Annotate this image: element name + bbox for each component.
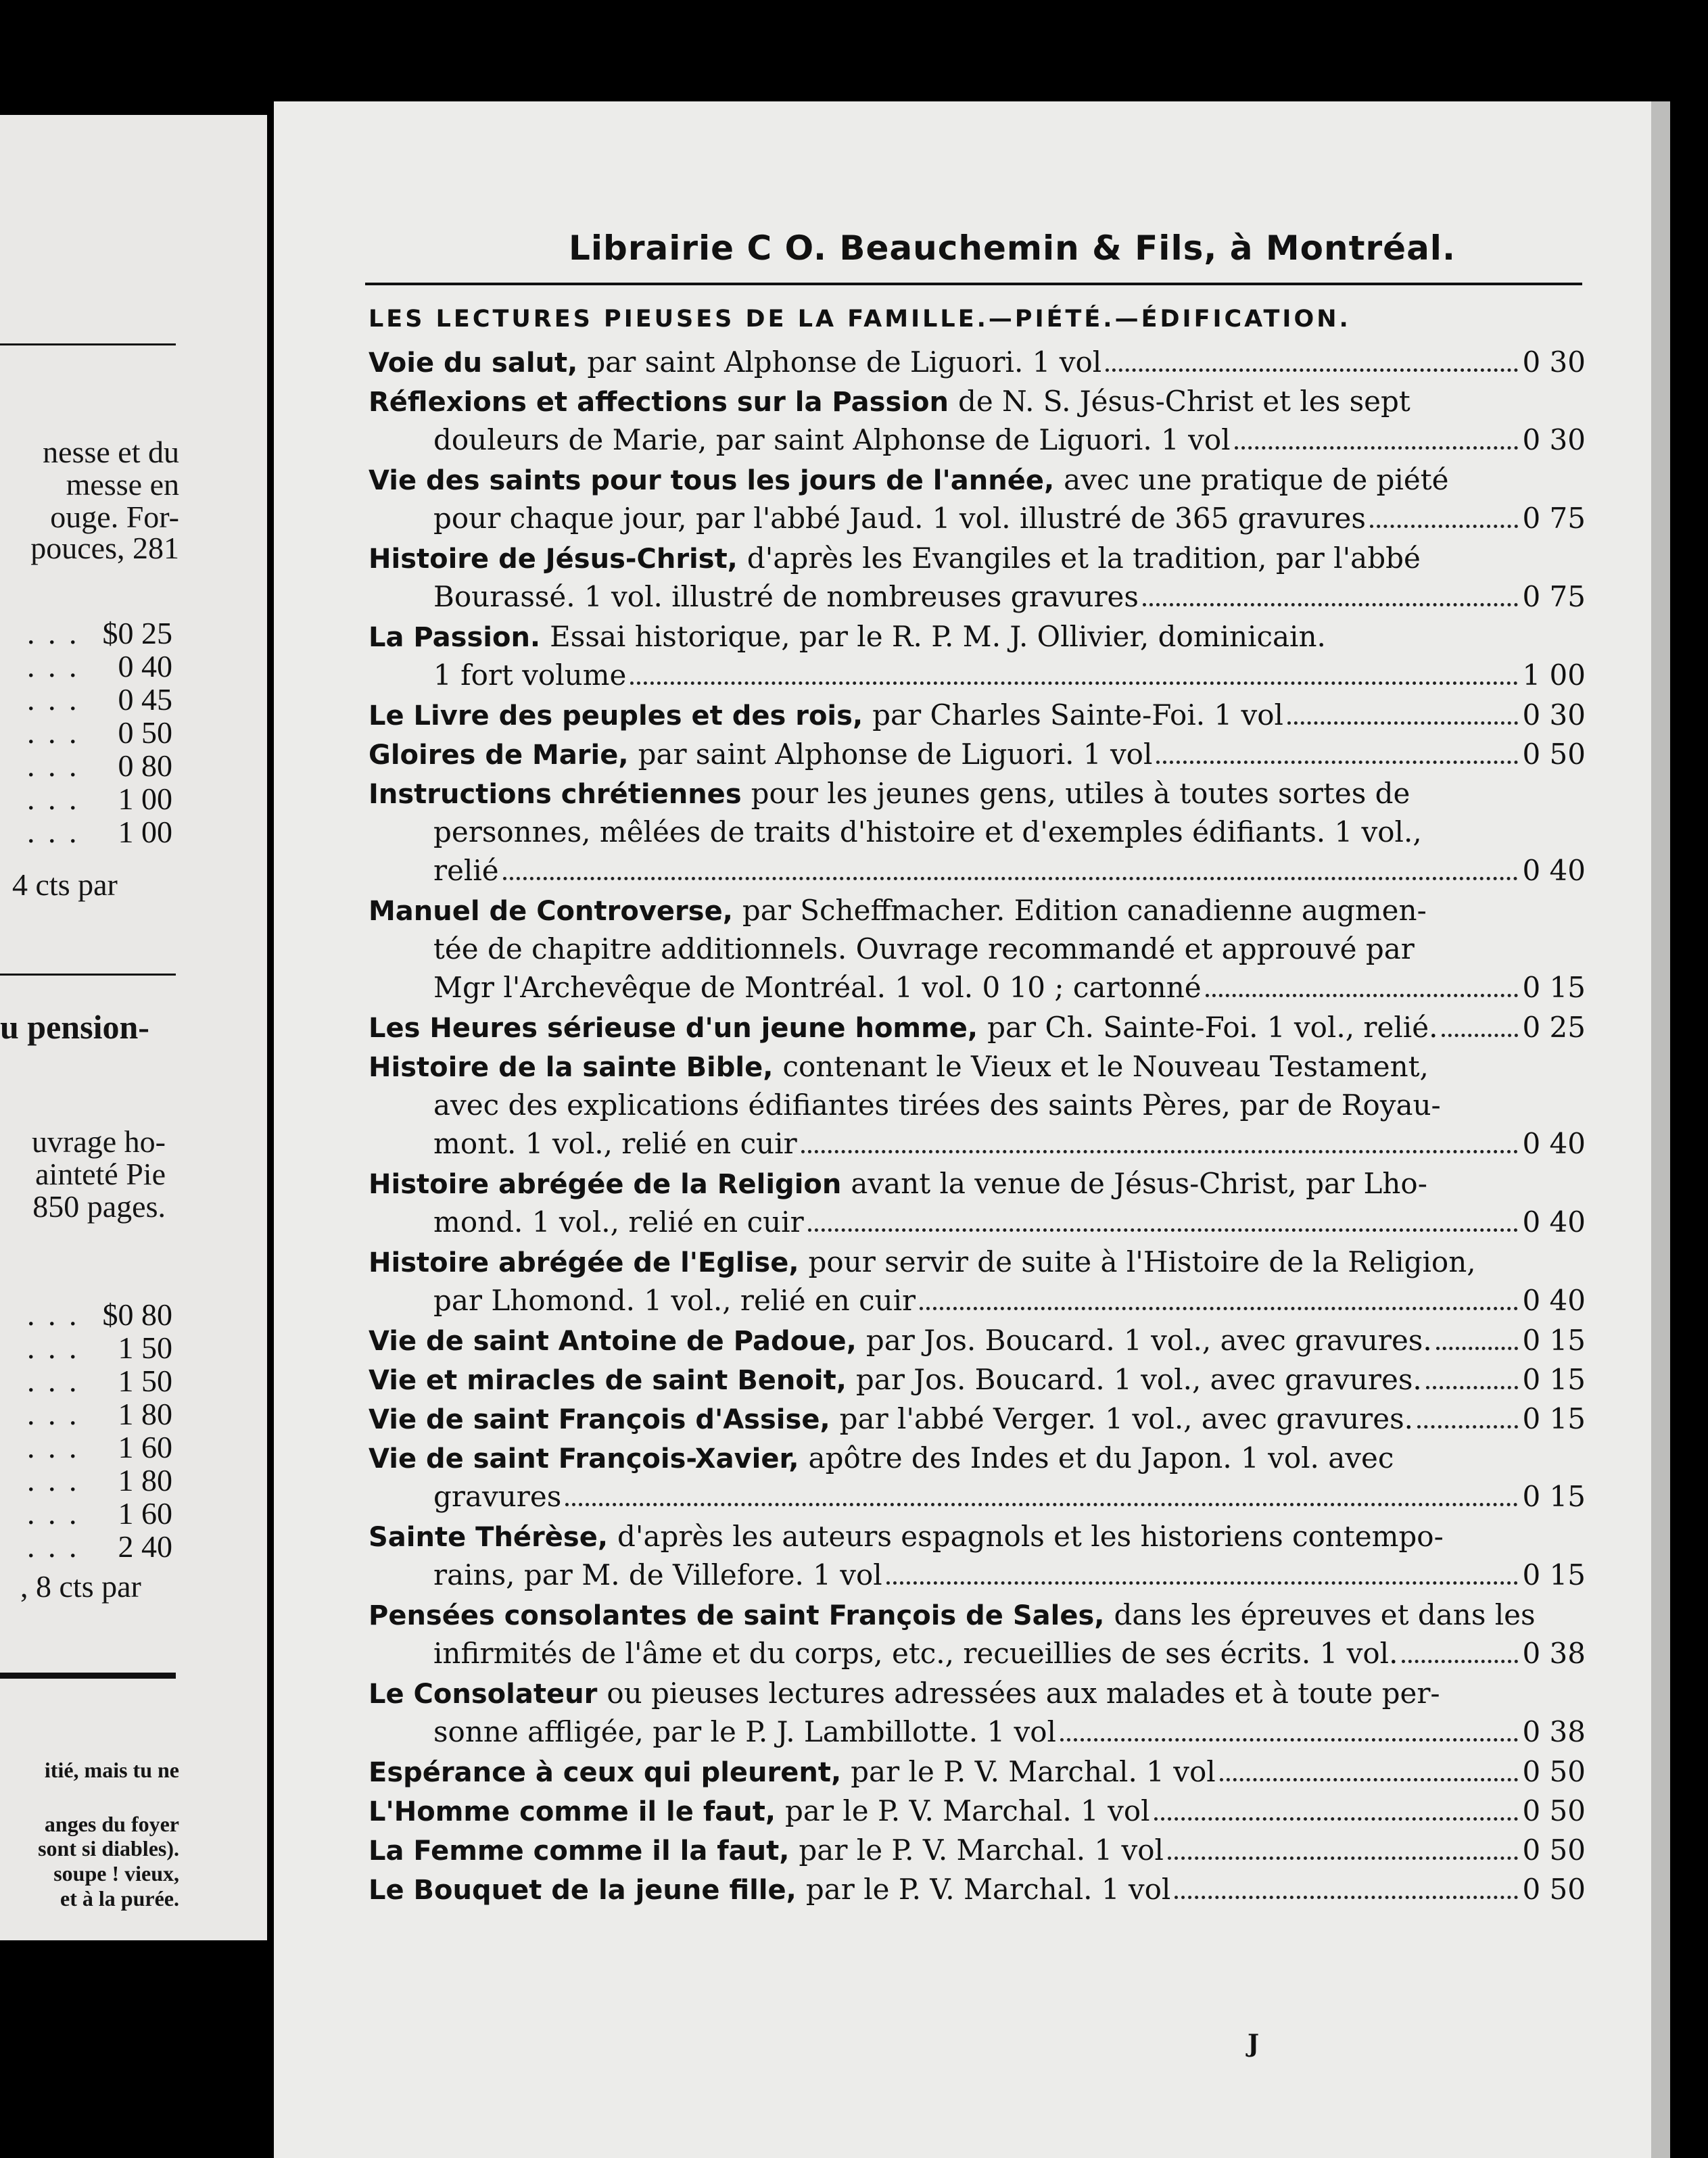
entry-price: 0 50	[1522, 1794, 1586, 1827]
catalog-entry	[369, 1047, 1586, 1163]
entry-text: avec des explications édifiantes tirées des saints Pères, par de Royau-	[433, 1088, 1441, 1122]
entry-title: Vie de saint François-Xavier,	[369, 1443, 799, 1474]
note-a: 4 cts par	[12, 867, 118, 902]
dot-leader	[1370, 525, 1519, 528]
left-price: 1 00	[118, 782, 172, 816]
entry-text: par Charles Sainte-Foi. 1 vol	[872, 698, 1283, 732]
entry-text: gravures	[433, 1480, 562, 1513]
left-price: 1 50	[118, 1330, 172, 1365]
entry-text: de N. S. Jésus-Christ et les sept	[957, 385, 1410, 418]
dot-leader	[808, 1228, 1519, 1232]
left-price: $0 25	[102, 616, 172, 650]
catalog-entry	[369, 343, 1586, 381]
catalog-entry	[369, 1674, 1586, 1751]
entry-text: par saint Alphonse de Liguori. 1 vol	[638, 738, 1153, 771]
entry-text: par Scheffmacher. Edition canadienne augmen-	[742, 894, 1427, 927]
dot-leader	[1168, 1856, 1519, 1860]
entry-price: 0 50	[1522, 738, 1586, 771]
left-line: ainteté Pie	[35, 1157, 166, 1191]
entry-text: pour les jeunes gens, utiles à toutes sortes de	[751, 777, 1410, 810]
catalog-entry	[369, 1596, 1586, 1673]
entry-title: La Femme comme il la faut,	[369, 1836, 790, 1867]
catalog-entry	[369, 1752, 1586, 1791]
catalog-entry	[369, 1360, 1586, 1399]
entry-text: par Lhomond. 1 vol., relié en cuir	[433, 1284, 916, 1317]
dot-leader	[1206, 994, 1519, 997]
left-line: uvrage ho-	[32, 1124, 166, 1159]
entry-title: Vie de saint Antoine de Padoue,	[369, 1326, 857, 1357]
entry-title: Voie du salut,	[369, 347, 578, 379]
dot-leader	[1106, 368, 1518, 372]
catalog-entry	[369, 1870, 1586, 1909]
entry-text: relié	[433, 854, 499, 887]
header-rule	[365, 283, 1582, 285]
entry-text: avant la venue de Jésus-Christ, par Lho-	[851, 1167, 1427, 1200]
entry-text: Essai historique, par le R. P. M. J. Ollivier, dominicain.	[550, 620, 1326, 653]
entry-price: 0 50	[1522, 1833, 1586, 1867]
left-line: ouge. For-	[50, 500, 179, 534]
entry-text: mont. 1 vol., relié en cuir	[433, 1127, 797, 1160]
entry-price: 0 15	[1522, 1558, 1586, 1591]
catalog-entry	[369, 696, 1586, 734]
entry-title: Réflexions et affections sur la Passion	[369, 387, 949, 418]
entry-price: 0 38	[1522, 1715, 1586, 1748]
entry-text: douleurs de Marie, par saint Alphonse de Liguori. 1 vol	[433, 423, 1231, 456]
entry-price: 0 75	[1522, 580, 1586, 613]
entry-text: par saint Alphonse de Liguori. 1 vol	[587, 345, 1102, 379]
entry-text: personnes, mêlées de traits d'histoire et d'exemples édifiants. 1 vol.,	[433, 815, 1422, 848]
entry-price: 0 15	[1522, 1402, 1586, 1435]
entry-price: 0 15	[1522, 1363, 1586, 1396]
left-price: 0 45	[118, 682, 172, 717]
catalog-entry	[369, 1243, 1586, 1320]
left-facing-page: nesse et du messe en ouge. For- pouces, 281 . . . $0 25 . . . 0 40 . . . 0 45 . . . 0 50 . . . 0 80 . . . 1 00 . . . 1 00 4 cts par u pension- uvrage ho- ainteté Pie 850 pages. . . . $0 80 . . . 1 50 . . . 1 50 . . . 1 80 . . . 1 60 . . . 1 80 . . . 1 60 . . . 2 40 , 8 cts par itié, mais tu ne anges du foyer sont si diables). soupe ! vieux, et à la purée.	[0, 115, 267, 1940]
entry-title: Histoire abrégée de la Religion	[369, 1169, 842, 1200]
catalog-entry	[369, 617, 1586, 694]
entry-title: Vie et miracles de saint Benoit,	[369, 1365, 847, 1396]
entry-text: par Jos. Boucard. 1 vol., avec gravures.	[855, 1363, 1422, 1396]
entry-title: Le Consolateur	[369, 1679, 598, 1710]
dot-leader	[1175, 1896, 1518, 1899]
entry-price: 0 50	[1522, 1873, 1586, 1906]
catalog-entry	[369, 382, 1586, 459]
left-price: 0 50	[118, 715, 172, 750]
entry-title: Instructions chrétiennes	[369, 779, 742, 810]
catalog-entry	[369, 1517, 1586, 1594]
left-footnote: itié, mais tu ne	[44, 1758, 179, 1782]
dot-leader	[1442, 1034, 1518, 1037]
left-price: 0 40	[118, 649, 172, 684]
entry-text: par l'abbé Verger. 1 vol., avec gravures.	[839, 1402, 1413, 1435]
note-b: , 8 cts par	[20, 1569, 141, 1604]
catalog-entry	[369, 1792, 1586, 1830]
entry-text: Mgr l'Archevêque de Montréal. 1 vol. 0 10 ; cartonné	[433, 971, 1202, 1004]
entry-text: apôtre des Indes et du Japon. 1 vol. avec	[808, 1441, 1394, 1474]
catalog-entry	[369, 539, 1586, 616]
entry-price: 0 40	[1522, 1127, 1586, 1160]
entry-price: 1 00	[1522, 658, 1586, 692]
entry-text: par le P. V. Marchal. 1 vol	[785, 1794, 1150, 1827]
entry-price: 0 30	[1522, 698, 1586, 732]
entry-title: Le Livre des peuples et des rois,	[369, 700, 863, 732]
entry-price: 0 15	[1522, 1324, 1586, 1357]
entry-text: mond. 1 vol., relié en cuir	[433, 1205, 804, 1239]
page-mark: J	[1248, 2030, 1260, 2058]
entry-price: 0 15	[1522, 1480, 1586, 1513]
dot-leader	[1402, 1660, 1518, 1663]
left-price: 2 40	[118, 1529, 172, 1564]
left-footnote: et à la purée.	[60, 1886, 179, 1911]
catalog-entry	[369, 1399, 1586, 1438]
entry-text: tée de chapitre additionnels. Ouvrage recommandé et approuvé par	[433, 932, 1415, 965]
entry-title: Pensées consolantes de saint François de Sales,	[369, 1600, 1105, 1631]
entry-title: Vie des saints pour tous les jours de l'année,	[369, 465, 1055, 496]
entry-text: rains, par M. de Villefore. 1 vol	[433, 1558, 882, 1591]
left-price: 1 80	[118, 1397, 172, 1431]
entry-price: 0 50	[1522, 1755, 1586, 1788]
left-price: 1 60	[118, 1496, 172, 1531]
section-title: LES LECTURES PIEUSES DE LA FAMILLE.—PIÉTÉ.—ÉDIFICATION.	[369, 306, 1351, 333]
entry-text: par Jos. Boucard. 1 vol., avec gravures.	[865, 1324, 1432, 1357]
entry-title: Histoire de la sainte Bible,	[369, 1052, 774, 1083]
dot-leader	[1060, 1738, 1519, 1742]
entry-price: 0 30	[1522, 345, 1586, 379]
entry-title: Les Heures sérieuse d'un jeune homme,	[369, 1013, 978, 1044]
catalog-entry	[369, 1008, 1586, 1047]
left-price: $0 80	[102, 1297, 172, 1332]
entry-price: 0 30	[1522, 423, 1586, 456]
left-footnote: soupe ! vieux,	[53, 1861, 179, 1886]
entry-text: par Ch. Sainte-Foi. 1 vol., relié.	[987, 1011, 1438, 1044]
left-price: 1 50	[118, 1364, 172, 1398]
left-line: pouces, 281	[30, 531, 179, 565]
dot-leader	[503, 877, 1519, 880]
catalog-entry	[369, 1831, 1586, 1869]
bottom-divider	[0, 1673, 176, 1679]
entry-text: par le P. V. Marchal. 1 vol	[851, 1755, 1216, 1788]
left-footnote: anges du foyer	[44, 1812, 179, 1836]
catalog-entry	[369, 735, 1586, 773]
entry-title: Gloires de Marie,	[369, 740, 629, 771]
entry-title: Espérance à ceux qui pleurent,	[369, 1757, 842, 1788]
catalog-entry	[369, 891, 1586, 1007]
heading-b: u pension-	[0, 1008, 149, 1046]
dot-leader	[1156, 761, 1518, 764]
dot-leader	[1154, 1817, 1519, 1821]
dot-leader	[1426, 1386, 1519, 1389]
catalog-entry	[369, 1439, 1586, 1516]
catalog-entry	[369, 774, 1586, 890]
entry-title: Le Bouquet de la jeune fille,	[369, 1875, 797, 1906]
dot-leader	[920, 1307, 1518, 1310]
left-line: messe en	[66, 467, 179, 502]
left-price: 1 60	[118, 1430, 172, 1464]
page-header: Librairie C O. Beauchemin & Fils, à Montréal.	[569, 229, 1456, 268]
dot-leader	[886, 1581, 1519, 1585]
dot-leader	[1417, 1425, 1518, 1429]
entry-text: 1 fort volume	[433, 658, 627, 692]
dot-leader	[1235, 446, 1519, 450]
entry-price: 0 25	[1522, 1011, 1586, 1044]
entry-price: 0 38	[1522, 1637, 1586, 1670]
entry-title: Histoire abrégée de l'Eglise,	[369, 1247, 799, 1278]
dot-leader	[1143, 603, 1519, 606]
entry-title: Vie de saint François d'Assise,	[369, 1404, 830, 1435]
top-divider	[0, 343, 176, 345]
left-line: nesse et du	[43, 435, 179, 469]
entry-title: Manuel de Controverse,	[369, 896, 733, 927]
catalog-entry	[369, 1164, 1586, 1241]
catalog-entry	[369, 460, 1586, 537]
left-line: 850 pages.	[32, 1189, 166, 1224]
entry-text: ou pieuses lectures adressées aux malades et à toute per-	[607, 1677, 1440, 1710]
entry-price: 0 40	[1522, 1205, 1586, 1239]
entry-price: 0 75	[1522, 502, 1586, 535]
entry-price: 0 15	[1522, 971, 1586, 1004]
entry-text: infirmités de l'âme et du corps, etc., recueillies de ses écrits. 1 vol.	[433, 1637, 1398, 1670]
entry-text: contenant le Vieux et le Nouveau Testament,	[782, 1050, 1429, 1083]
entry-text: sonne affligée, par le P. J. Lambillotte. 1 vol	[433, 1715, 1056, 1748]
entry-text: pour chaque jour, par l'abbé Jaud. 1 vol. illustré de 365 gravures	[433, 502, 1366, 535]
entry-price: 0 40	[1522, 854, 1586, 887]
entry-text: pour servir de suite à l'Histoire de la Religion,	[808, 1245, 1476, 1278]
entry-title: La Passion.	[369, 622, 541, 653]
dot-leader	[801, 1150, 1519, 1153]
entry-text: Bourassé. 1 vol. illustré de nombreuses gravures	[433, 580, 1139, 613]
left-footnote: sont si diables).	[38, 1836, 179, 1861]
entry-text: d'après les auteurs espagnols et les historiens contempo-	[617, 1520, 1444, 1553]
catalog-page	[274, 101, 1670, 2158]
dot-leader	[565, 1503, 1518, 1506]
dot-leader	[1436, 1347, 1519, 1350]
left-price: 1 00	[118, 815, 172, 849]
mid-divider	[0, 974, 176, 976]
left-price: 1 80	[118, 1463, 172, 1497]
entry-title: L'Homme comme il le faut,	[369, 1796, 776, 1827]
dot-leader	[1287, 721, 1518, 725]
dot-leader	[630, 681, 1518, 685]
entry-text: d'après les Evangiles et la tradition, par l'abbé	[746, 542, 1421, 575]
entry-text: avec une pratique de piété	[1064, 463, 1449, 496]
entry-text: dans les épreuves et dans les	[1114, 1598, 1536, 1631]
entry-text: par le P. V. Marchal. 1 vol	[799, 1833, 1164, 1867]
entry-title: Histoire de Jésus-Christ,	[369, 544, 738, 575]
entry-price: 0 40	[1522, 1284, 1586, 1317]
left-price: 0 80	[118, 748, 172, 783]
catalog-entry	[369, 1321, 1586, 1360]
entry-title: Sainte Thérèse,	[369, 1522, 609, 1553]
dot-leader	[1220, 1778, 1519, 1781]
entry-text: par le P. V. Marchal. 1 vol	[805, 1873, 1171, 1906]
